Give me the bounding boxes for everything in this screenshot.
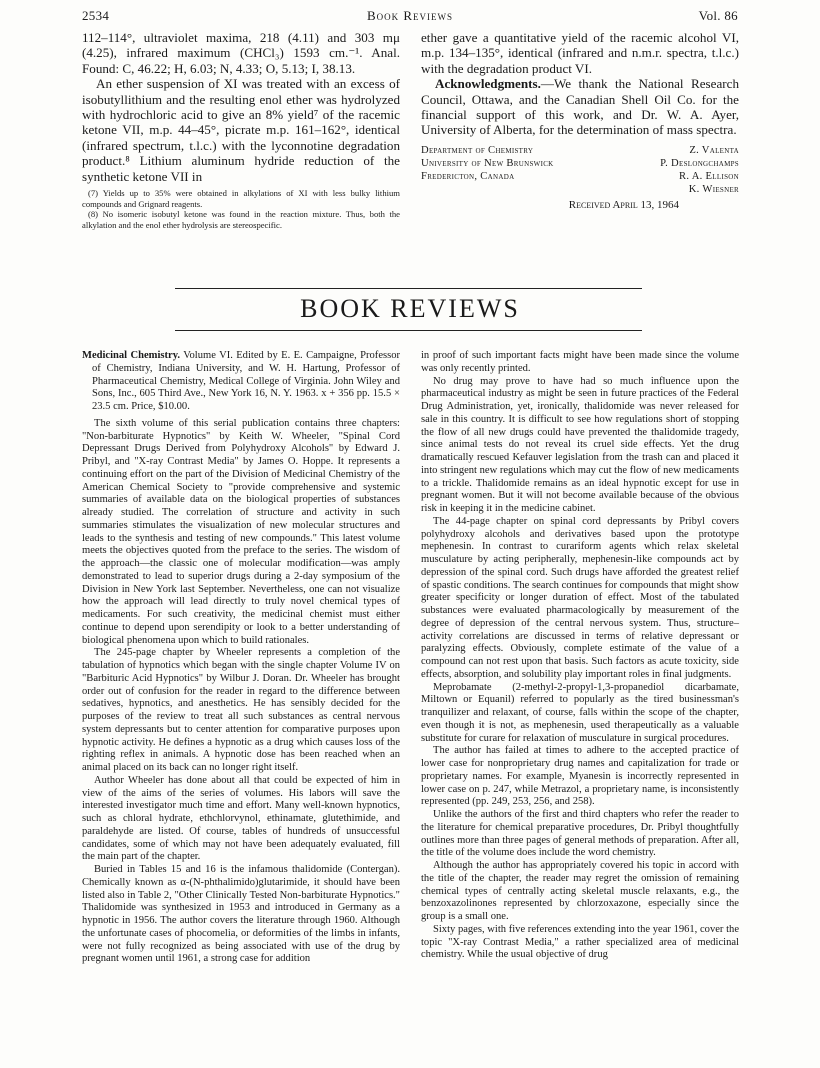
heading-top-rule — [175, 288, 642, 289]
article-right-column — [421, 30, 739, 213]
review-paragraph: Author Wheeler has done about all that could be expected of him in view of the aims of the series of volumes. His labors will save the interested investigator much time and effort. Many well-known hypnotics, such as chloral hydrate, ethchlorvynol, ethinamate, glutethimide, and paraldehyde are listed. Of course, tables of hundreds of unsuccessful candidates, some of which may not have been adequately evaluated, fill the main part of the chapter. — [82, 774, 400, 863]
review-paragraph: No drug may prove to have had so much influence upon the pharmaceutical industry as might be seen in future practices of the Federal Drug Administration, yet, ironically, thalidomide was never released for sale in this country. It is difficult to see how regulations short of stopping the flow of all new drugs could have prevented the thalidomide tragedy, since animal tests do not reveal its cruel side effects. Yet the drug dramatically rescued Kefauver legislation from the trash can and placed it into stringent new regulations which may cut the flow of new medicaments to a trickle. Thalidomide remains as an ideal hypnotic except for use in pregnant women. But it will not become available because of the obvious risk in keeping it in the medicine cabinet. — [421, 375, 739, 514]
author-name: R. A. Ellison — [679, 170, 739, 182]
article-paragraph: ether gave a quantitative yield of the racemic alcohol VI, m.p. 134–135°, identical (infrared and n.m.r. spectra, t.l.c.) with the degradation product VI. — [421, 30, 739, 76]
review-paragraph: Unlike the authors of the first and third chapters who refer the reader to the literature for chemical preparative procedures, Dr. Pribyl thoughtfully outlines more than three pages of general methods of preparation. After all, the title of the volume does include the word chemistry. — [421, 809, 739, 859]
review-paragraph: Sixty pages, with five references extending into the year 1961, cover the topic "X-ray Contrast Media," a rather specialized area of medicinal chemistry. While the usual objective of drug — [421, 923, 739, 961]
received-date: Received April 13, 1964 — [568, 198, 679, 211]
footnotes — [82, 188, 400, 230]
review-paragraph: in proof of such important facts might have been made since the volume was only recently printed. — [421, 350, 739, 374]
heading-bottom-rule — [175, 330, 642, 331]
review-right-column — [421, 350, 739, 962]
review-paragraph: The sixth volume of this serial publication contains three chapters: "Non-barbiturate Hypnotics" by Keith W. Wheeler, "Spinal Cord Depressant Drugs Derived from Polyhydroxy Alcohols" by Edward J. Pribyl, and "X-ray Contrast Media" by James O. Hoppe. It represents a continuing effort on the part of the Division of Medicinal Chemistry of the American Chemical Society to "provide comprehensive and systemic summaries of available data on the biological properties of substances already studied. The correlation of structure and activity in such summaries stimulates the visualization of new molecular structures and leads to the synthesis and testing of new compounds." This latest volume meets the objectives quoted from the preface to the series. The wisdom of the approach—the classic one of molecular modification—was amply demonstrated to lead to superior drugs during a 2-day symposium of the Division in New York last September. Nevertheless, one can not visualize how the approach will lead directly to truly novel chemical types of medicaments. For such creativity, the medicinal chemist must either continue to depend upon serendipity or look to a better understanding of biological phenomena upon which to build rationales. — [82, 417, 400, 646]
review-left-column — [82, 350, 400, 966]
review-paragraph: Meprobamate (2-methyl-2-propyl-1,3-propanediol dicarbamate, Miltown or Equanil) referred to popularly as the tired businessman's tranquilizer and relaxant, of course, falls within the scope of the chapter, even though it is not, as mephenesin, used therapeutically as a valuable substitute for curare for relaxation of musculature in surgical procedures. — [421, 681, 739, 744]
author-address-block — [421, 144, 739, 196]
article-paragraph: 112–114°, ultraviolet maxima, 218 (4.11) and 303 mμ (4.25), infrared maximum (CHCl₃) 1593 cm.⁻¹. Anal. Found: C, 46.22; H, 6.03; N, 4.33; O, 5.13; I, 38.13. — [82, 30, 400, 76]
running-title: Book Reviews — [366, 8, 454, 23]
author-name: P. Deslongchamps — [660, 157, 739, 169]
affiliation-line: Department of Chemistry — [421, 144, 534, 156]
review-paragraph: The author has failed at times to adhere to the accepted practice of lower case for nonproprietary drug names and capitalization for trade or proprietary names. For example, Myanesin is incorrectly represented in lower case on p. 247, while Metrazol, a proprietary name, is inconsistently represented (pp. 249, 253, 256, and 258). — [421, 745, 739, 808]
acknowledgments-label: Acknowledgments. — [435, 76, 541, 92]
section-heading: BOOK REVIEWS — [300, 294, 520, 323]
acknowledgments-text: —We thank the National Research Council, Ottawa, and the Canadian Shell Oil Co. for the financial support of this work, and Dr. W. A. Ayer, University of Alberta, for the determination of mass spectra. — [421, 76, 739, 138]
volume-label: Vol. 86 — [698, 8, 738, 23]
book-citation-details: Volume VI. Edited by E. E. Campaigne, Professor of Chemistry, Indiana University, and W. H. Hartung, Professor of Pharmaceutical Chemistry, Medical College of Virginia. John Wiley and Sons, Inc., 605 Third Ave., New York 16, N. Y. 1963. x + 356 pp. 15.5 × 23.5 cm. Price, $10.00. — [92, 350, 400, 412]
footnote-7: (7) Yields up to 35% were obtained in alkylations of XI with less bulky lithium compounds and Grignard reagents. — [82, 188, 400, 209]
footnote-8: (8) No isomeric isobutyl ketone was found in the reaction mixture. Thus, both the alkylation and the enol ether hydrolysis are stereospecific. — [82, 209, 400, 230]
page-number: 2534 — [82, 8, 110, 23]
review-paragraph: Although the author has appropriately covered his topic in accord with the title of the chapter, the reader may regret the omission of remaining chemical types of centrally acting skeletal muscle relaxants, e.g., the benzoxazolinones represented by chlorzoxazone, especially since the group is a small one. — [421, 860, 739, 922]
affiliation-line: University of New Brunswick — [421, 157, 554, 169]
book-citation — [82, 350, 400, 414]
acknowledgments-paragraph — [421, 76, 739, 138]
affiliation-line: Fredericton, Canada — [421, 170, 515, 182]
author-name: K. Wiesner — [688, 183, 739, 195]
book-title: Medicinal Chemistry. — [82, 350, 181, 361]
article-left-column — [82, 30, 400, 230]
review-paragraph: The 245-page chapter by Wheeler represents a completion of the tabulation of hypnotics which began with the single chapter Volume IV on "Barbituric Acid Hypnotics" by Wilbur J. Doran. Dr. Wheeler has brought order out of confusion for the reader in regard to the difference between sedatives, hypnotics, and anesthetics. He has sensibly decided for the purposes of the review to treat all such substances as central nervous system depressants but to center attention for comparative purposes upon hypnotic activity. He defines a hypnotic as a drug which causes loss of the righting reflex in animals. A hypnotic dose has been reached when an animal placed on its back can no longer right itself. — [82, 647, 400, 773]
article-paragraph: An ether suspension of XI was treated with an excess of isobutyllithium and the resulting enol ether was hydrolyzed with hydrochloric acid to give an 8% yield⁷ of the racemic ketone VII, m.p. 44–45°, picrate m.p. 161–162°, identical (infrared spectrum, t.l.c.) with the lyconnotine degradation product.⁸ Lithium aluminum hydride reduction of the synthetic ketone VII in — [82, 76, 400, 184]
review-paragraph: Buried in Tables 15 and 16 is the infamous thalidomide (Contergan). Chemically known as α-(N-phthalimido)glutarimide, it should have been listed also in Table 2, "Other Clinically Tested Non-barbiturate Hypnotics." Thalidomide was synthesized in 1953 and introduced in Germany as a hypnotic in 1956. The author covers the literature through 1960. Although the unfortunate cases of phocomelia, or deformities of the limbs in infants, were not fully recognized as being associated with use of the drug by pregnant women until 1961, a strong case for addition — [82, 864, 400, 965]
review-paragraph: The 44-page chapter on spinal cord depressants by Pribyl covers polyhydroxy alcohols and derivatives based upon the prototype mephenesin. In contrast to curariform agents which relax skeletal musculature by acting peripherally, mephenesin-like compounds act by depression of the spinal cord. Such drugs have afforded the greatest relief of spastic conditions. The search continues for compounds that might show greater specificity or longer duration of effect. Most of the tabulated substances were evaluated pharmacologically by measurement of the degree of depression of the central nervous system. Thus, structure–activity correlations are discussed in terms of relative depressant or paralyzing effects. Obviously, complete estimate of the value of a compound can not rest upon that basis. Such factors as acute toxicity, side effects, absorption, and solubility play important roles in final judgments. — [421, 515, 739, 680]
author-name: Z. Valenta — [689, 144, 739, 156]
